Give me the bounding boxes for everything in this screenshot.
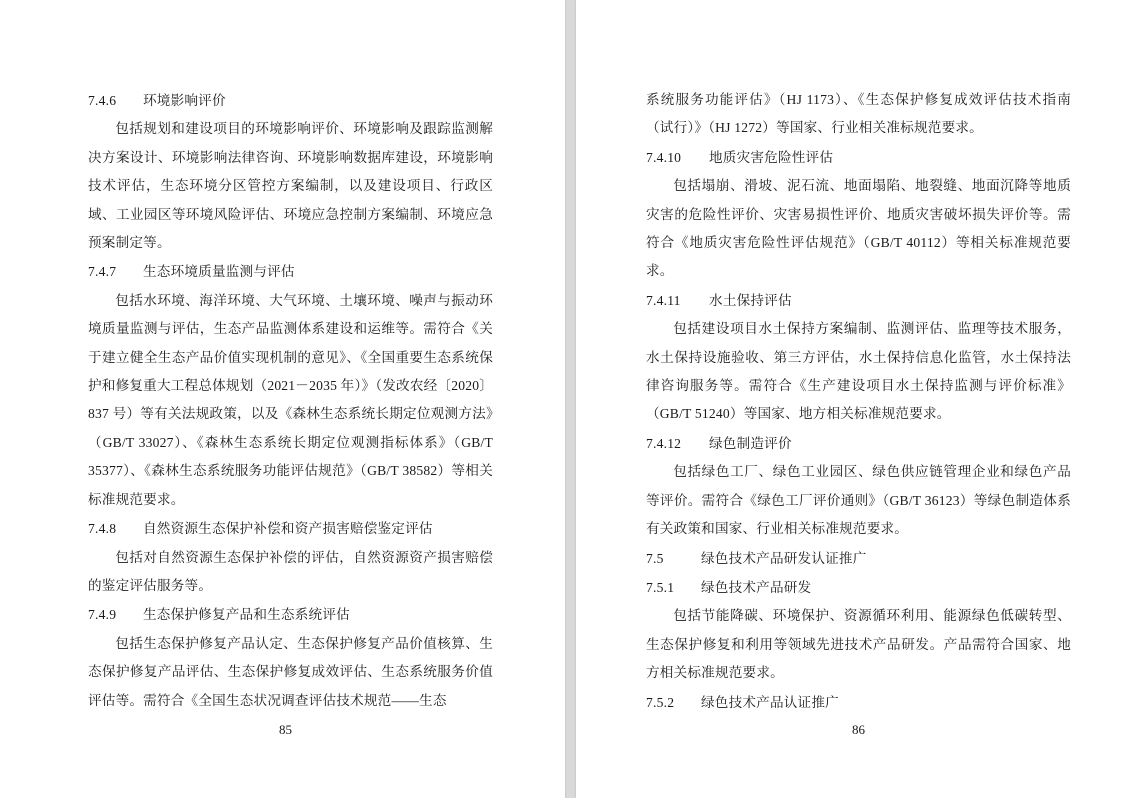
section-title: 绿色技术产品研发认证推广 bbox=[701, 550, 867, 566]
section-title: 地质灾害危险性评估 bbox=[709, 149, 834, 165]
page-number: 86 bbox=[852, 722, 865, 737]
section-title: 生态环境质量监测与评估 bbox=[143, 264, 295, 280]
section-heading bbox=[646, 287, 1071, 315]
page-content-left bbox=[88, 86, 493, 708]
paragraph: 包括对自然资源生态保护补偿的评估，自然资源资产损害赔偿的鉴定评估服务等。 bbox=[88, 549, 493, 593]
paragraph: 包括水环境、海洋环境、大气环境、土壤环境、噪声与振动环境质量监测与评估，生态产品监测体系建设和运维等。需符合《关于建立健全生态产品价值实现机制的意见》、《全国重要生态系统保护和修复重大工程总体规划（2021－2035 年）》（发改农经〔2020〕837 号）等有关法规政策，以及《森林生态系统长期定位观测方法》（GB/T 33027）、《森林生态系统长期定位观测指标体系》（GB/T 35377）、《森林生态系统服务功能评估规范》（GB/T 38582）等相关标准规范要求。 bbox=[88, 292, 494, 507]
section-title: 生态保护修复产品和生态系统评估 bbox=[143, 607, 350, 623]
paragraph-continued: 系统服务功能评估》（HJ 1173）、《生态保护修复成效评估技术指南（试行）》（HJ 1272）等国家、行业相关准标规范要求。 bbox=[646, 92, 1071, 136]
section-number: 7.4.7 bbox=[88, 264, 117, 280]
section-number: 7.4.9 bbox=[88, 607, 117, 623]
paragraph: 包括规划和建设项目的环境影响评价、环境影响及跟踪监测解决方案设计、环境影响法律咨询、环境影响数据库建设，环境影响技术评估，生态环境分区管控方案编制，以及建设项目、行政区域、工业园区等环境风险评估、环境应急控制方案编制、环境应急预案制定等。 bbox=[88, 121, 493, 251]
paragraph: 包括绿色工厂、绿色工业园区、绿色供应链管理企业和绿色产品等评价。需符合《绿色工厂评价通则》（GB/T 36123）等绿色制造体系有关政策和国家、行业相关标准规范要求。 bbox=[646, 464, 1071, 537]
section-heading bbox=[646, 144, 1071, 172]
section-heading bbox=[646, 545, 1071, 573]
section-title: 自然资源生态保护补偿和资产损害赔偿鉴定评估 bbox=[143, 521, 433, 537]
paragraph: 包括建设项目水土保持方案编制、监测评估、监理等技术服务，水土保持设施验收、第三方评估，水土保持信息化监管，水土保持法律咨询服务等。需符合《生产建设项目水土保持监测与评价标准》（GB/T 51240）等国家、地方相关标准规范要求。 bbox=[646, 321, 1071, 422]
section-heading bbox=[88, 601, 493, 629]
section-number: 7.4.12 bbox=[646, 435, 682, 451]
section-number: 7.5.1 bbox=[646, 579, 675, 595]
section-heading bbox=[88, 87, 493, 115]
section-heading bbox=[88, 515, 493, 543]
section-number: 7.4.8 bbox=[88, 521, 117, 537]
paragraph: 包括节能降碳、环境保护、资源循环利用、能源绿色低碳转型、生态保护修复和利用等领域先进技术产品研发。产品需符合国家、地方相关标准规范要求。 bbox=[646, 608, 1071, 681]
section-heading bbox=[88, 258, 493, 286]
section-title: 绿色制造评价 bbox=[709, 435, 792, 451]
section-title: 绿色技术产品研发 bbox=[701, 579, 812, 595]
section-title: 绿色技术产品认证推广 bbox=[701, 694, 839, 710]
section-number: 7.4.10 bbox=[646, 149, 682, 165]
page-content-right bbox=[646, 86, 1071, 708]
section-number: 7.4.6 bbox=[88, 93, 117, 108]
section-title: 环境影响评价 bbox=[143, 93, 226, 108]
section-heading bbox=[646, 574, 1071, 602]
page-number: 85 bbox=[279, 722, 292, 737]
document-page-right bbox=[576, 0, 1141, 798]
section-number: 7.5 bbox=[646, 550, 664, 566]
section-number: 7.4.11 bbox=[646, 292, 681, 308]
section-number: 7.5.2 bbox=[646, 694, 675, 710]
section-heading bbox=[646, 689, 1071, 717]
section-title: 水土保持评估 bbox=[709, 292, 792, 308]
paragraph: 包括生态保护修复产品认定、生态保护修复产品价值核算、生态保护修复产品评估、生态保护修复成效评估、生态系统服务价值评估等。需符合《全国生态状况调查评估技术规范——生态 bbox=[88, 635, 493, 708]
document-page-left bbox=[0, 0, 565, 798]
section-heading bbox=[646, 430, 1071, 458]
paragraph: 包括塌崩、滑坡、泥石流、地面塌陷、地裂缝、地面沉降等地质灾害的危险性评价、灾害易损性评价、地质灾害破坏损失评价等。需符合《地质灾害危险性评估规范》（GB/T 40112）等相关标准规范要求。 bbox=[646, 178, 1071, 279]
